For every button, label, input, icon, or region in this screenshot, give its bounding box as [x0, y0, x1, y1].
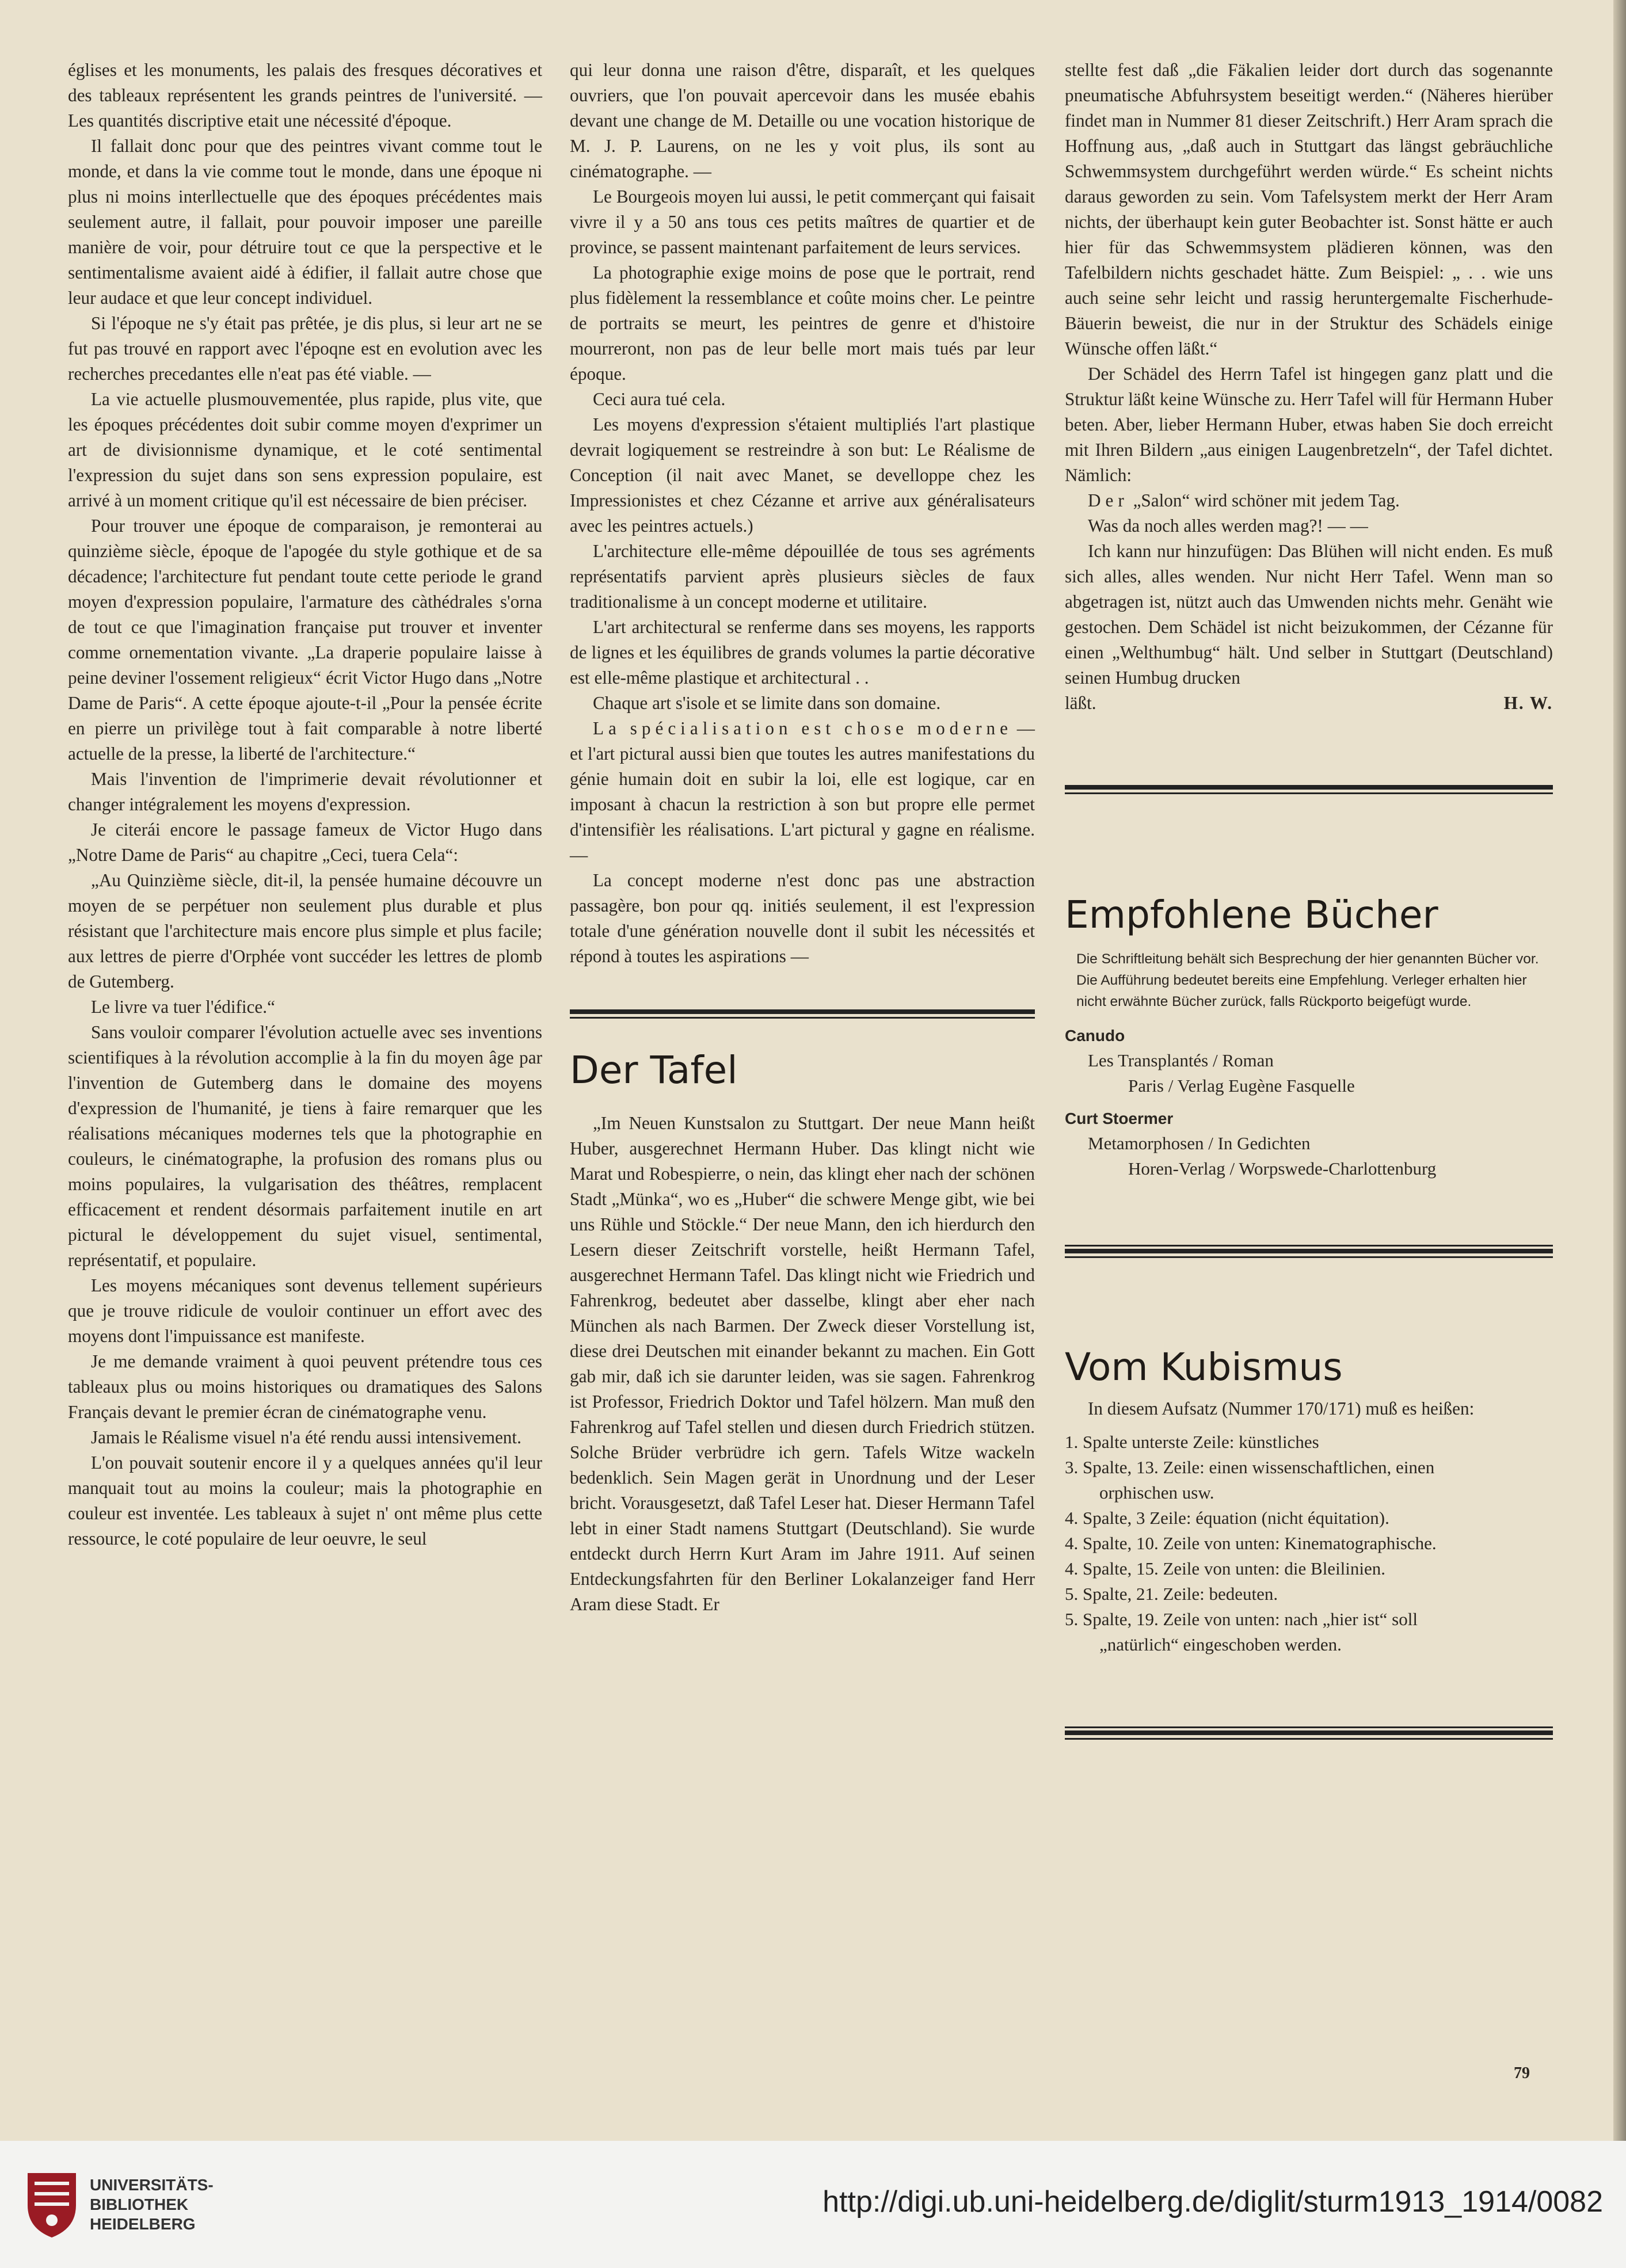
tafel-text: „Im Neuen Kunstsalon zu Stuttgart. Der neue Mann heißt Huber, ausgerechnet Hermann Huber. Das klingt nicht wie Marat und Robespierre, o nein, das klingt eher nach der schönen Stadt „Münka“, wo es „Huber“ die schwere Menge gibt, wie bei uns Rühle und Stöckle.“ Der neue Mann, den ich hierdurch den Lesern dieser Zeitschrift vorstelle, heißt Hermann Tafel, ausgerechnet Hermann Tafel. Das klingt nicht wie Friedrich und Fahrenkrog, bedeutet aber dasselbe, klingt aber eher nach München als nach Barmen. Der Zweck dieser Vorstellung ist, diese drei Deutschen mit einander bekannt zu machen. Ein Gott gab mir, daß ich sie darunter leiden, was sie sagen. Fahrenkrog ist Professor, Friedrich Doktor und Tafel hölzern. Man muß den Fahrenkrog auf Tafel stellen und diesen durch Friedrich stützen. Solche Brüder verbrüdre ich gern. Tafels Witze wackeln bedenklich. Sein Magen gerät in Unordnung und der Leser bricht. Vorausgesetzt, daß Tafel Leser hat. Dieser Hermann Tafel lebt in einer Stadt namens Stuttgart (Deutschland). Sie wurde entdeckt durch Herrn Kurt Aram im Jahre 1911. Auf seinen Entdeckungsfahrten für den Berliner Lokalanzeiger fand Herr Aram diese Stadt. Er	[570, 1113, 1035, 1614]
column-2	[570, 58, 1035, 1617]
paragraph: qui leur donna une raison d'être, disparaît, et les quelques ouvriers, que l'on pouvait apercevoir dans les musée ebahis devant une change de M. Detaille ou une vocation historique de M. J. P. Laurens, on ne les y voit plus, ils sont au cinématographe. —	[570, 60, 1035, 181]
errata-item	[1065, 1455, 1553, 1505]
signature: H. W.	[1503, 693, 1553, 713]
errata-item	[1065, 1430, 1553, 1455]
paragraph: La photographie exige moins de pose que le portrait, rend plus fidèlement la ressemblance et coûte moins cher. Le peintre de portraits se meurt, les peintres de genre et d'histoire mourreront, non pas de leur belle mort mais tués par leur époque.	[570, 262, 1035, 384]
viewer-footer	[0, 2141, 1626, 2268]
kubismus-heading: Vom Kubismus	[1065, 1345, 1343, 1389]
book-publisher: Paris / Verlag Eugène Fasquelle	[1128, 1076, 1355, 1096]
errata-item	[1065, 1505, 1553, 1531]
paragraph: Le livre va tuer l'édifice.“	[91, 997, 275, 1017]
column-3	[1065, 58, 1553, 1768]
poem-line: Was da noch alles werden mag?! — —	[1088, 516, 1368, 536]
paragraph: Le Bourgeois moyen lui aussi, le petit commerçant qui faisait vivre il y a 50 ans tous ces petits maîtres de quartier et de province, se passent maintenant parfaitement de leurs services.	[570, 186, 1035, 257]
tafel-heading: Der Tafel	[570, 1048, 738, 1092]
books-heading: Empfohlene Bücher	[1065, 893, 1438, 937]
errata-text: 1. Spalte unterste Zeile: künstliches	[1065, 1432, 1319, 1452]
errata-text: 4. Spalte, 10. Zeile von unten: Kinematographische.	[1065, 1533, 1437, 1553]
signature-line: läßt. H. W.	[1065, 691, 1553, 716]
paragraph: Il fallait donc pour que des peintres vivant comme tout le monde, et dans la vie comme tout le monde, dans une époque ni plus ni moins interllectuelle que des époques précédentes mais seulement autre, il fallait, pour pouvoir imposer une pareille manière de voir, pour détruire tout ce que la perspective et le sentimentalisme avaient aidé à édifier, il fallait autre chose que leur audace et que leur concept individuel.	[68, 136, 542, 308]
paragraph: Chaque art s'isole et se limite dans son domaine.	[593, 693, 941, 713]
page-number: 79	[1514, 2064, 1530, 2082]
permalink-url[interactable]: http://digi.ub.uni-heidelberg.de/diglit/sturm1913_1914/0082	[822, 2185, 1603, 2219]
books-note: Die Schriftleitung behält sich Besprechung der hier genannten Bücher vor. Die Aufführung bedeutet bereits eine Empfehlung. Verleger erhalten hier nicht erwähnte Bücher zurück, falls Rückporto beigefügt wurde.	[1076, 951, 1539, 1009]
errata-text: 4. Spalte, 3 Zeile: équation (nicht équitation).	[1065, 1508, 1389, 1528]
section-divider	[570, 1009, 1035, 1019]
errata-item	[1065, 1581, 1553, 1607]
book-title: Les Transplantés / Roman	[1088, 1050, 1274, 1070]
paragraph: Les moyens d'expression s'étaient multipliés l'art plastique devrait logiquement se restreindre à son but: Le Réalisme de Conception (il nait avec Manet, se develloppe chez les Impressionistes et chez Cézanne et arrive aux généralisateurs avec les peintres actuels.)	[570, 414, 1035, 536]
section-divider	[1065, 785, 1553, 794]
section-divider	[1065, 1245, 1553, 1258]
paragraph: églises et les monuments, les palais des fresques décoratives et des tableaux représentent les grands peintres de l'université. — Les quantités discriptive etait une nécessité d'époque.	[68, 60, 542, 131]
paragraph: L'on pouvait soutenir encore il y a quelques années qu'il leur manquait tout au moins la couleur; mais la photographie en couleur est inventée. Les tableaux à sujet n' ont même plus cette ressource, le coté populaire de leur oeuvre, le seul	[68, 1453, 542, 1549]
paragraph: Pour trouver une époque de comparaison, je remonterai au quinzième siècle, époque de l'apogée du style gothique et de sa décadence; l'architecture fut pendant toute cette periode le grand moyen d'expression populaire, l'armature des càthédrales s'orna de tout ce que l'imagination française put trouver et inventer comme ornementation vivante. „La draperie populaire laisse à peine deviner l'ossement religieux“ écrit Victor Hugo dans „Notre Dame de Paris“. A cette époque ajoute-t-il „Pour la pensée écrite en pierre un privilège tout à fait comparable à notre liberté actuelle de la presse, la liberté de l'architecture.“	[68, 516, 542, 764]
errata-continuation: „natürlich“ eingeschoben werden.	[1099, 1634, 1342, 1655]
university-seal-icon	[23, 2171, 81, 2240]
paragraph: stellte fest daß „die Fäkalien leider dort durch das sogenannte pneumatische Abfuhrsystem beseitigt werden.“ (Näheres hierüber findet man in Nummer 81 dieser Zeitschrift.) Herr Aram sprach die Hoffnung aus, „daß auch in Stuttgart das längst gebräuchliche Schwemmsystem durchgeführt werden würde.“ Es scheint nichts daraus geworden zu sein. Vom Tafelsystem merkt der Herr Aram nichts, der überhaupt kein guter Beobachter ist. Sonst hätte er auch hier für das Schwemmsystem plädieren können, was den Tafelbildern nichts geschadet hätte. Zum Beispiel: „ . . wie uns auch seine sehr leicht und rassig heruntergemalte Fischerhude-Bäuerin beweist, die nur in der Struktur des Schädels einige Wünsche offen läßt.“	[1065, 60, 1553, 359]
page-edge	[1613, 0, 1626, 2141]
errata-continuation: orphischen usw.	[1099, 1482, 1214, 1503]
errata-list	[1065, 1430, 1553, 1657]
paragraph: Sans vouloir comparer l'évolution actuelle avec ses inventions scientifiques à la révolution accomplie à la fin du moyen âge par l'invention de Gutemberg dans le domaine des moyens d'expression de l'humanité, je tiens à faire remarquer que les réalisations mécaniques modernes tels que la photographie en couleurs, le cinématographe, la profusion des romans plus ou moins populaires, la vulgarisation des théâtres, remplacent efficacement et rendent désormais parfaitement inutile en art pictural le développement du sujet visuel, sentimental, représentatif, et populaire.	[68, 1022, 542, 1270]
closing-paragraph: Ich kann nur hinzufügen: Das Blühen will nicht enden. Es muß sich alles, alles wenden. Nur nicht Herr Tafel. Wenn man so abgetragen ist, nützt auch das Umwenden nichts mehr. Genäht wie gestochen. Dem Schädel ist nicht beizukommen, der Cézanne für einen „Welthumbug“ hält. Und selber in Stuttgart (Deutschland) seinen Humbug drucken	[1065, 541, 1553, 688]
book-title: Metamorphosen / In Gedichten	[1088, 1133, 1311, 1153]
kubismus-intro: In diesem Aufsatz (Nummer 170/171) muß es heißen:	[1088, 1398, 1475, 1419]
spaced-emphasis: La spécialisation est chose moderne	[593, 718, 1012, 738]
paragraph: L'art architectural se renferme dans ses moyens, les rapports de lignes et les équilibres de grands volumes la partie décorative est elle-même plastique et architectural . .	[570, 617, 1035, 688]
errata-text: 5. Spalte, 19. Zeile von unten: nach „hier ist“ soll	[1065, 1609, 1418, 1629]
paragraph: Je me demande vraiment à quoi peuvent prétendre tous ces tableaux plus ou moins historiques ou dramatiques des Salons Français devant le premier écran de cinématographe venu.	[68, 1351, 542, 1422]
paragraph: L'architecture elle-même dépouillée de tous ses agréments représentatifs parvient après plusieurs siècles de faux traditionalisme à un concept moderne et utilitaire.	[570, 541, 1035, 612]
errata-text: 5. Spalte, 21. Zeile: bedeuten.	[1065, 1584, 1278, 1604]
errata-text: 3. Spalte, 13. Zeile: einen wissenschaftlichen, einen	[1065, 1457, 1435, 1477]
errata-item	[1065, 1556, 1553, 1581]
poem-line: Der „Salon“ wird schöner mit jedem Tag.	[1088, 490, 1400, 510]
errata-item	[1065, 1607, 1553, 1657]
book-publisher: Horen-Verlag / Worpswede-Charlottenburg	[1128, 1158, 1437, 1179]
paragraph: Der Schädel des Herrn Tafel ist hingegen ganz platt und die Struktur läßt keine Wünsche zu. Herr Tafel will für Hermann Huber beten. Aber, lieber Hermann Huber, etwas haben Sie doch erreicht mit Ihren Bildern „aus einigen Laugenbretzeln“, der Tafel dichtet. Nämlich:	[1065, 364, 1553, 485]
specialisation-paragraph: La spécialisation est chose moderne — et l'art pictural aussi bien que toutes les autres manifestations du génie humain doit en subir la loi, elle est logique, car en imposant à chacun la restriction à son but propre elle permet d'intensifièr les réalisations. L'art pictural y gagne en réalisme. —	[570, 718, 1035, 865]
concept-paragraph: La concept moderne n'est donc pas une abstraction passagère, bon pour qq. initiés seulement, il est l'expression totale d'une génération nouvelle dont il subit les nécessités et répond à toutes les aspirations —	[570, 870, 1035, 966]
paragraph: La vie actuelle plusmouvementée, plus rapide, plus vite, que les époques précédentes doit subir comme moyen d'exprimer un art de divisionnisme dynamique, et le coté sentimental l'expression du sujet dans son sens expression populaire, est arrivé à un moment critique qu'il est nécessaire de bien préciser.	[68, 389, 542, 510]
section-divider	[1065, 1726, 1553, 1740]
paragraph: Ceci aura tué cela.	[593, 389, 726, 409]
book-author: Curt Stoermer	[1065, 1110, 1174, 1127]
paragraph: Je citerái encore le passage fameux de Victor Hugo dans „Notre Dame de Paris“ au chapitre „Ceci, tuera Cela“:	[68, 819, 542, 865]
paragraph: Si l'époque ne s'y était pas prêtée, je dis plus, si leur art ne se fut pas trouvé en rapport avec l'époqne est en evolution avec les recherches precedantes elle n'eat pas été viable. —	[68, 313, 542, 384]
paragraph: Mais l'invention de l'imprimerie devait révolutionner et changer intégralement les moyens d'expression.	[68, 769, 542, 814]
errata-text: 4. Spalte, 15. Zeile von unten: die Bleilinien.	[1065, 1558, 1386, 1579]
column-1	[68, 58, 542, 1552]
paragraph: „Au Quinzième siècle, dit-il, la pensée humaine découvre un moyen de se perpétuer non seulement plus durable et plus résistant que l'architecture mais encore plus simple et plus facile; aux lettres de pierre d'Orphée vont succéder les lettres de plomb de Gutemberg.	[68, 870, 542, 992]
library-name: UNIVERSITÄTS- BIBLIOTHEK HEIDELBERG	[90, 2176, 214, 2233]
book-author: Canudo	[1065, 1027, 1125, 1045]
errata-item	[1065, 1531, 1553, 1556]
paragraph: Les moyens mécaniques sont devenus tellement supérieurs que je trouve ridicule de vouloir continuer un effort avec des moyens dont l'impuissance est manifeste.	[68, 1275, 542, 1346]
books-list	[1065, 1024, 1553, 1181]
paragraph: Jamais le Réalisme visuel n'a été rendu aussi intensivement.	[91, 1427, 521, 1447]
